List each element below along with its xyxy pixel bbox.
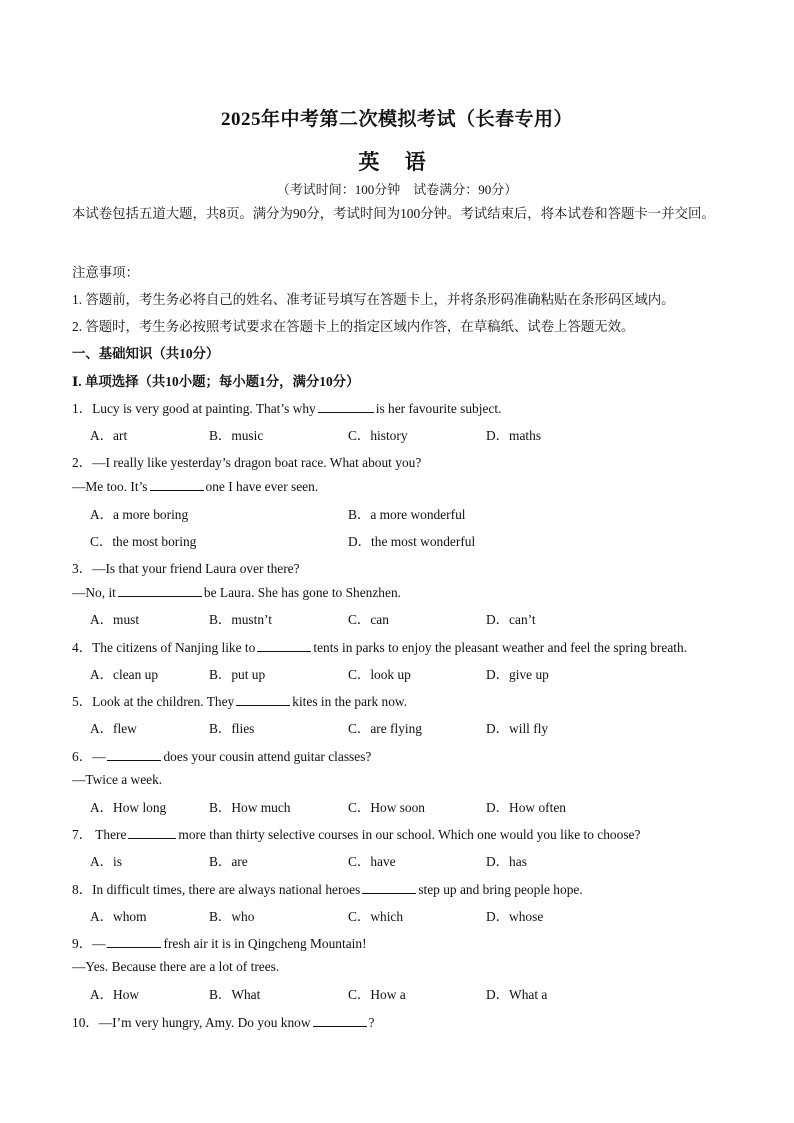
answer-blank (107, 935, 161, 948)
question-2-pre: —Me too. It’s (72, 479, 148, 494)
q3-option-c: C．can (348, 612, 389, 627)
q6-option-a: A．How long (90, 800, 167, 815)
question-9-post: fresh air it is in Qingcheng Mountain! (163, 936, 367, 951)
q2-option-a: A．a more boring (90, 507, 189, 522)
q2-option-d: D．the most wonderful (348, 534, 476, 549)
question-5-pre: 5．Look at the children. They (72, 694, 235, 709)
q7-option-b: B．are (209, 854, 248, 869)
question-1-pre: 1．Lucy is very good at painting. That’s why (72, 401, 316, 416)
q6-option-b: B．How much (209, 800, 291, 815)
q6-option-d: D．How often (486, 800, 566, 815)
question-9 (72, 933, 367, 952)
q8-option-a: A．whom (90, 909, 147, 924)
q8-option-c: C．which (348, 909, 404, 924)
question-2-post: one I have ever seen. (205, 479, 319, 494)
question-7 (72, 824, 640, 843)
question-6-post: does your cousin attend guitar classes? (163, 749, 372, 764)
question-3-stem: 3．—Is that your friend Laura over there? (72, 561, 300, 576)
q5-option-d: D．will fly (486, 721, 549, 736)
question-8-post: step up and bring people hope. (418, 882, 583, 897)
question-3-pre: —No, it (72, 585, 116, 600)
answer-blank (128, 826, 176, 839)
answer-blank (318, 400, 374, 413)
question-8-pre: 8．In difficult times, there are always national heroes (72, 882, 361, 897)
notes-title: 注意事项： (72, 265, 139, 280)
q8-option-b: B．who (209, 909, 255, 924)
question-5 (72, 691, 407, 710)
q3-option-b: B．mustn’t (209, 612, 272, 627)
question-1-post: is her favourite subject. (375, 401, 502, 416)
question-10 (72, 1012, 374, 1031)
question-10-post: ? (368, 1015, 375, 1030)
question-4-post: tents in parks to enjoy the pleasant weather and feel the spring breath. (313, 640, 688, 655)
q5-option-b: B．flies (209, 721, 255, 736)
question-7-post: more than thirty selective courses in our school. Which one would you like to choose? (178, 827, 641, 842)
q2-option-c: C．the most boring (90, 534, 197, 549)
question-1 (72, 398, 501, 417)
q5-option-c: C．are flying (348, 721, 423, 736)
question-2-stem: 2．—I really like yesterday’s dragon boat race. What about you? (72, 455, 422, 470)
question-3 (72, 584, 401, 601)
q3-option-d: D．can’t (486, 612, 536, 627)
q1-option-a: A．art (90, 428, 128, 443)
q4-option-a: A．clean up (90, 667, 159, 682)
question-3-post: be Laura. She has gone to Shenzhen. (203, 585, 401, 600)
q8-option-d: D．whose (486, 909, 544, 924)
q9-option-d: D．What a (486, 987, 548, 1002)
question-9-pre: 9．— (72, 936, 106, 951)
answer-blank (313, 1014, 367, 1027)
q9-option-c: C．How a (348, 987, 406, 1002)
subject-heading: 英 语 (358, 150, 436, 174)
q3-option-a: A．must (90, 612, 140, 627)
q6-option-c: C．How soon (348, 800, 426, 815)
q5-option-a: A．flew (90, 721, 137, 736)
q4-option-d: D．give up (486, 667, 549, 682)
q2-option-b: B．a more wonderful (348, 507, 466, 522)
answer-blank (236, 693, 290, 706)
q4-option-c: C．look up (348, 667, 411, 682)
q7-option-d: D．has (486, 854, 527, 869)
answer-blank (150, 478, 204, 491)
q9-option-a: A．How (90, 987, 140, 1002)
answer-blank (107, 748, 161, 761)
question-9-reply: —Yes. Because there are a lot of trees. (72, 959, 280, 974)
exam-title: 2025年中考第二次模拟考试（长春专用） (220, 109, 573, 130)
answer-blank (118, 584, 202, 597)
question-6 (72, 746, 371, 765)
question-4-pre: 4．The citizens of Nanjing like to (72, 640, 256, 655)
q9-option-b: B．What (209, 987, 261, 1002)
question-6-pre: 6．— (72, 749, 106, 764)
question-7-pre: 7． There (72, 827, 127, 842)
answer-blank (362, 881, 416, 894)
section-title: 一、基础知识（共10分） (72, 346, 220, 361)
q1-option-c: C．history (348, 428, 408, 443)
question-6-reply: —Twice a week. (72, 772, 163, 787)
note-2: 2. 答题时，考生务必按照考试要求在答题卡上的指定区域内作答，在草稿纸、试卷上答题无效。 (72, 319, 635, 334)
q1-option-b: B．music (209, 428, 264, 443)
exam-meta: （考试时间：100分钟 试卷满分：90分） (276, 182, 518, 197)
question-5-post: kites in the park now. (292, 694, 408, 709)
question-4 (72, 637, 687, 656)
answer-blank (257, 639, 311, 652)
question-2 (72, 478, 318, 495)
q1-option-d: D．maths (486, 428, 542, 443)
intro-paragraph: 本试卷包括五道大题，共8页。满分为90分，考试时间为100分钟。考试结束后，将本试卷和答题卡一并交回。 (72, 206, 715, 221)
q7-option-c: C．have (348, 854, 396, 869)
question-8 (72, 879, 583, 898)
q4-option-b: B．put up (209, 667, 266, 682)
note-1: 1. 答题前，考生务必将自己的姓名、准考证号填写在答题卡上，并将条形码准确粘贴在条形码区域内。 (72, 292, 675, 307)
q7-option-a: A．is (90, 854, 122, 869)
part-title: Ⅰ. 单项选择（共10小题；每小题1分，满分10分） (72, 374, 360, 389)
question-10-pre: 10．—I’m very hungry, Amy. Do you know (72, 1015, 311, 1030)
